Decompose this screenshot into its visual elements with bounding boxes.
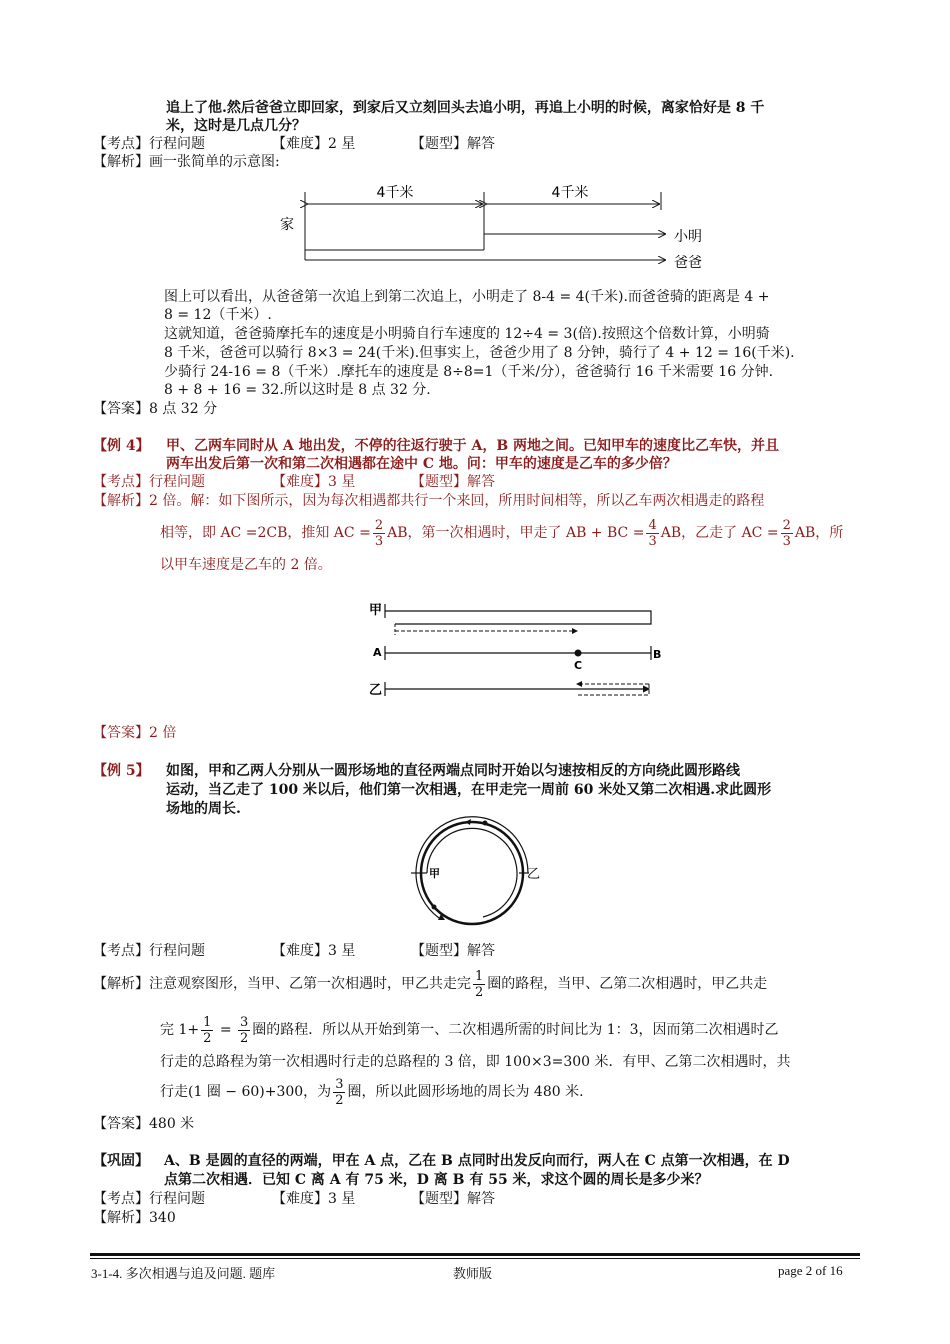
q3-para-4: 8 千米，爸爸可以骑行 8×3 = 24(千米).但事实上，爸爸少用了 8 分钟，骑行了 4 + 12 = 16(千米). (164, 345, 795, 361)
meet-point-1 (483, 821, 488, 826)
fraction-1-2: $\frac{1}{2}$ (203, 1014, 212, 1046)
fraction-3-2: $\frac{3}{2}$ (335, 1076, 344, 1108)
q5-jiexi-line2: 完 1+ $\frac{1}{2}$ = $\frac{3}{2}$ 圈的路程．所以从开始到第一、二次相遇所需的时间比为 1：3，因而第二次相遇时乙 (160, 1014, 779, 1046)
q3-jiexi (93, 153, 280, 172)
footer-left: 3-1-4. 多次相遇与追及问题. 题库 (91, 1266, 276, 1281)
xiaoming-label: 小明 (674, 229, 702, 245)
q3-meta-row (93, 135, 205, 154)
q3-para-6: 8 + 8 + 16 = 32.所以这时是 8 点 32 分. (164, 382, 431, 398)
example5-line1: 如图，甲和乙两人分别从一圆形场地的直径两端点同时开始以匀速按相反的方向绕此圆形路线 (166, 763, 740, 779)
footer-page-number: page 2 of 16 (778, 1263, 843, 1278)
jiexi-label: 【解析】 (93, 154, 149, 170)
gonggu-line1: A、B 是圆的直径的两端，甲在 A 点，乙在 B 点同时出发反向而行，两人在 C 点第一次相遇，在 D (164, 1153, 790, 1169)
fraction-1-2: $\frac{1}{2}$ (475, 968, 484, 1000)
nandu-value: 2 星 (328, 136, 356, 152)
seg1-label: 4千米 (376, 185, 414, 201)
jiexi-intro: 画一张简单的示意图: (149, 154, 280, 170)
q4-car-diagram (365, 598, 665, 703)
q3-nandu (272, 135, 355, 154)
tixing-label: 【题型】 (411, 136, 467, 152)
kaodian-label: 【考点】 (93, 136, 149, 152)
fraction-2-3: $\frac{2}{3}$ (782, 517, 791, 549)
q3-para-5: 少骑行 24-16 = 8（千米）.摩托车的速度是 8÷8=1（千米/分），爸爸骑行 16 千米需要 16 分钟. (164, 364, 774, 380)
seg2-label: 4千米 (551, 185, 589, 201)
q3-para-3: 这就知道，爸爸骑摩托车的速度是小明骑自行车速度的 12÷4 = 3(倍).按照这个倍数计算，小明骑 (164, 326, 770, 342)
problem-text-line2: 米，这时是几点几分？ (166, 118, 306, 134)
answer-value: 8 点 32 分 (149, 401, 218, 417)
nandu-label: 【难度】 (272, 136, 328, 152)
q4-tixing: 【题型】解答 (411, 474, 495, 490)
q3-tixing (411, 135, 495, 154)
example4-line1: 甲、乙两车同时从 A 地出发，不停的往返行驶于 A，B 两地之间。已知甲车的速度比乙车快，并且 (166, 438, 780, 454)
jia-label: 甲 (429, 867, 440, 880)
point-c-dot (575, 650, 582, 657)
meet-point-2 (432, 905, 437, 910)
home-label: 家 (280, 217, 294, 233)
example5-tag: 【例 5】 (93, 763, 150, 779)
point-a-label: A (373, 646, 382, 659)
q5-jiexi-line4: 行走(1 圈 − 60)+300，为 $\frac{3}{2}$ 圈，所以此圆形场地的周长为 480 米. (160, 1076, 584, 1108)
q3-answer (93, 400, 217, 419)
q4-nandu: 【难度】3 星 (272, 474, 356, 490)
fraction-2-3: $\frac{2}{3}$ (374, 517, 384, 549)
q3-line-diagram (270, 178, 720, 273)
yi-label: 乙 (527, 867, 541, 882)
baba-label: 爸爸 (674, 255, 702, 271)
q5-circle-diagram (405, 810, 545, 935)
q4-jiexi-line2: 相等，即 AC =2CB，推知 AC = $\frac{2}{3}$ AB，第一次相遇时，甲走了 AB + BC = $\frac{4}{3}$ AB，乙走了 AC = $\frac{2}{3}$ AB，所 (160, 517, 844, 549)
q5-jiexi-line1: 【解析】注意观察图形，当甲、乙第一次相遇时，甲乙共走完 $\frac{1}{2}$ 圈的路程，当甲、乙第二次相遇时，甲乙共走 (93, 968, 768, 1000)
gonggu-line2: 点第二次相遇．已知 C 离 A 有 75 米，D 离 B 有 55 米，求这个圆的周长是多少米？ (164, 1172, 709, 1188)
point-c-label: C (574, 659, 583, 672)
q3-para-1: 图上可以看出，从爸爸第一次追上到第二次追上，小明走了 8-4 = 4(千米).而爸爸骑的距离是 4 + (164, 289, 770, 305)
problem-text-line1: 追上了他.然后爸爸立即回家，到家后又立刻回头去追小明，再追上小明的时候，离家恰好是 8 千 (166, 100, 765, 116)
fraction-4-3: $\frac{4}{3}$ (648, 517, 657, 549)
footer-center: 教师版 (453, 1266, 493, 1281)
fraction-3-2: $\frac{3}{2}$ (240, 1014, 249, 1046)
jia-label: 甲 (369, 603, 383, 618)
gonggu-tag: 【巩固】 (93, 1153, 149, 1169)
example5-line3: 场地的周长. (166, 801, 241, 817)
q4-answer: 【答案】2 倍 (93, 725, 177, 741)
gonggu-tixing: 【题型】解答 (411, 1191, 495, 1207)
yi-label: 乙 (369, 683, 383, 698)
footer-rule-thin (90, 1258, 860, 1259)
kaodian-value: 行程问题 (149, 136, 205, 152)
q4-jiexi-line3: 以甲车速度是乙车的 2 倍。 (160, 557, 332, 573)
point-b-label: B (653, 648, 662, 661)
q5-answer: 【答案】480 米 (93, 1116, 195, 1132)
jia-path (385, 611, 651, 624)
jia-arc (427, 828, 517, 917)
example4-line2: 两车出发后第一次和第二次相遇都在途中 C 地。问：甲车的速度是乙车的多少倍？ (166, 456, 677, 472)
footer-rule-thick (90, 1253, 860, 1256)
q5-kaodian: 【考点】行程问题 (93, 943, 205, 959)
q5-tixing: 【题型】解答 (411, 943, 495, 959)
example5-line2: 运动，当乙走了 100 米以后，他们第一次相遇，在甲走完一周前 60 米处又第二次相遇.求此圆形 (166, 782, 772, 798)
tixing-value: 解答 (467, 136, 495, 152)
gonggu-jiexi: 【解析】340 (93, 1210, 176, 1226)
q5-jiexi-line3: 行走的总路程为第一次相遇时行走的总路程的 3 倍，即 100×3=300 米．有甲、乙第二次相遇时，共 (160, 1054, 791, 1070)
q4-kaodian: 【考点】行程问题 (93, 474, 205, 490)
gonggu-kaodian: 【考点】行程问题 (93, 1191, 205, 1207)
gonggu-nandu: 【难度】3 星 (272, 1191, 356, 1207)
daan-label: 【答案】 (93, 401, 149, 417)
q3-para-2: 8 = 12（千米）. (164, 307, 272, 323)
example4-tag: 【例 4】 (93, 438, 150, 454)
q5-nandu: 【难度】3 星 (272, 943, 356, 959)
q4-jiexi-line1: 【解析】2 倍。解：如下图所示，因为每次相遇都共行一个来回，所用时间相等，所以乙车两次相遇走的路程 (93, 493, 765, 509)
